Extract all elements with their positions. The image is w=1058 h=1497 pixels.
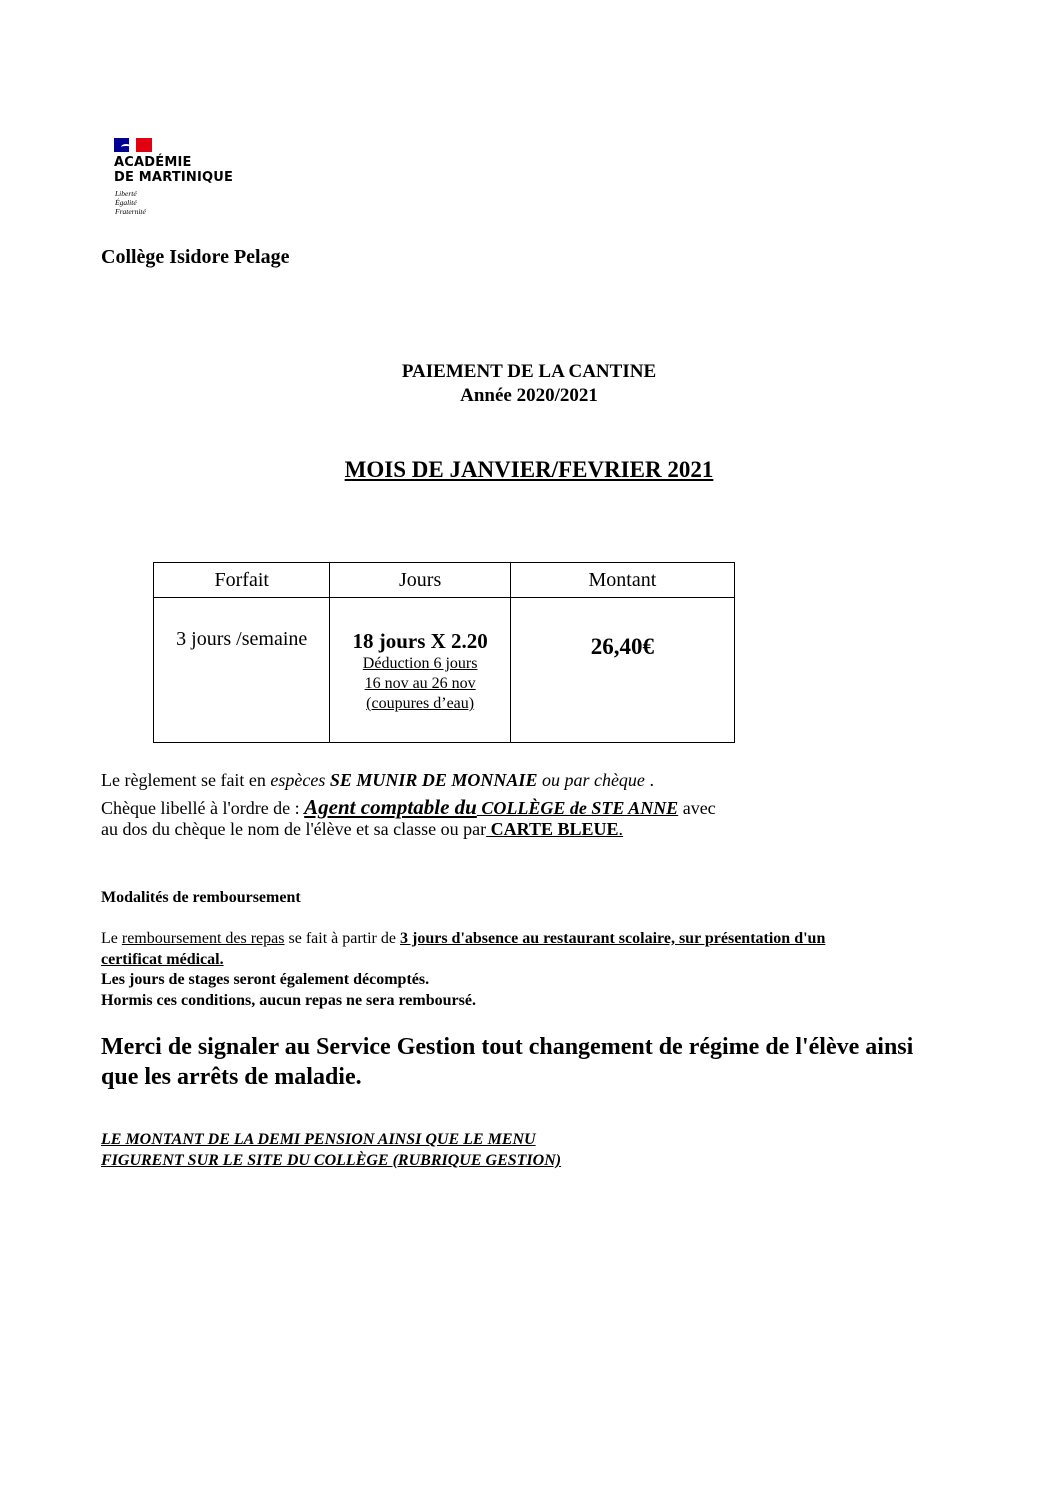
french-flag-icon [114,138,152,152]
carte-bleue-period: . [618,819,624,839]
payment-avec: avec [678,798,716,818]
table-row [154,598,735,743]
cheque-back-text: au dos du chèque le nom de l'élève et sa classe ou par [101,819,487,839]
footer-line-1: LE MONTANT DE LA DEMI PENSION AINSI QUE LE MENU [101,1131,536,1148]
table-header-row [154,563,735,598]
payment-line-3 [101,819,623,840]
header-montant: Montant [510,563,734,598]
jours-note-1: Déduction 6 jours [362,655,478,672]
logo-line-2: DE MARTINIQUE [114,170,234,185]
motto-egalite: Égalité [115,198,137,207]
cell-montant [510,598,734,743]
motto-liberte: Liberté [115,189,137,198]
refund-line-2: certificat médical. [101,951,224,968]
payment-table [153,562,735,743]
college-ste-anne: COLLÈGE de STE ANNE [476,798,679,818]
payment-period: . [644,770,654,790]
refund-line-1 [101,930,825,948]
motto-fraternite: Fraternité [115,207,146,216]
payment-especes: espèces [270,770,326,790]
header-forfait: Forfait [154,563,330,598]
jours-note-2: 16 nov au 26 nov [364,675,476,692]
refund-line-3: Les jours de stages seront également décomptés. [101,971,430,988]
school-year: Année 2020/2021 [460,385,598,406]
payment-line-2 [101,795,716,820]
payment-line-1 [101,770,654,791]
jours-note-3: (coupures d’eau) [366,695,475,712]
agent-comptable: Agent comptable du [304,795,477,819]
school-name: Collège Isidore Pelage [101,246,290,268]
refund-repas: remboursement des repas [121,930,285,947]
refund-line-4: Hormis ces conditions, aucun repas ne sera remboursé. [101,992,476,1009]
logo-line-1: ACADÉMIE [114,155,192,170]
montant-value: 26,40€ [590,634,655,659]
notice-line-2: que les arrêts de maladie. [101,1064,362,1090]
document-title: PAIEMENT DE LA CANTINE [401,361,657,382]
refund-text-2: se fait à partir de [284,930,400,947]
cell-forfait [154,598,330,743]
month-heading: MOIS DE JANVIER/FEVRIER 2021 [344,457,714,482]
footer-line-2: FIGURENT SUR LE SITE DU COLLÈGE (RUBRIQUE GESTION) [101,1152,562,1169]
cheque-order-text: Chèque libellé à l'ordre de : [101,798,305,818]
academie-logo [114,138,244,220]
cell-jours [330,598,510,743]
jours-value: 18 jours X 2.20 [352,629,488,653]
refund-text: Le [101,930,122,947]
payment-text: Le règlement se fait en [101,770,271,790]
forfait-value: 3 jours /semaine [176,628,308,650]
refund-heading: Modalités de remboursement [101,889,301,906]
notice-line-1: Merci de signaler au Service Gestion tout changement de régime de l'élève ainsi [101,1034,914,1060]
refund-condition: 3 jours d'absence au restaurant scolaire, sur présentation d'un [399,930,826,947]
header-jours: Jours [330,563,510,598]
carte-bleue: CARTE BLEUE [486,819,619,839]
payment-cheque: ou par chèque [537,770,645,790]
payment-monnaie: SE MUNIR DE MONNAIE [325,770,538,790]
